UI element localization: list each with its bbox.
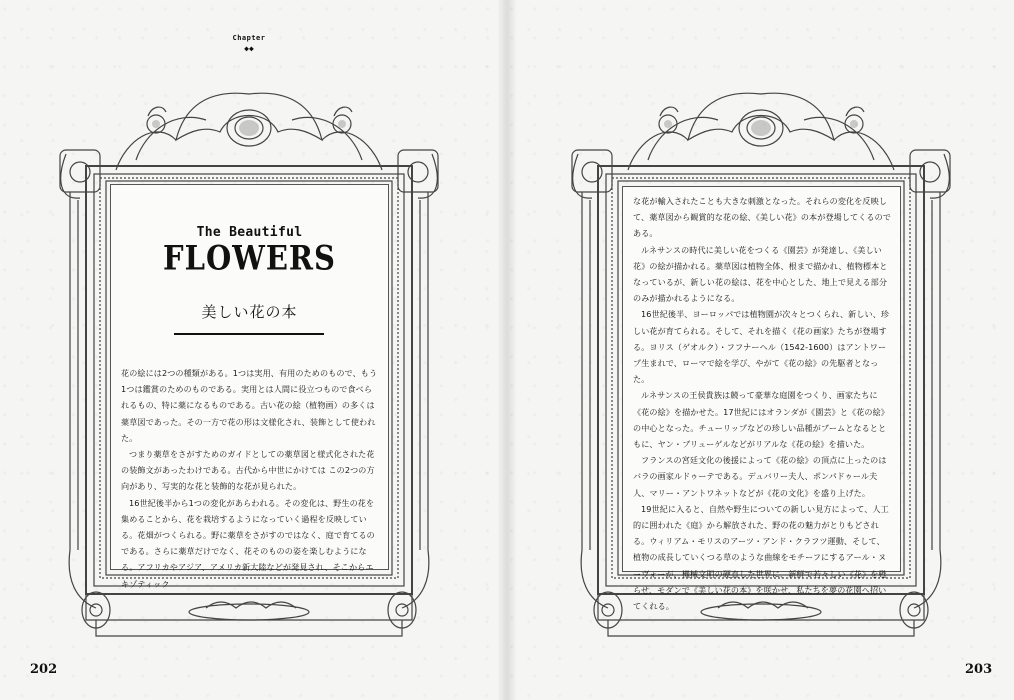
book-gutter-shadow: [497, 0, 517, 700]
title-divider: [174, 333, 324, 335]
body-text-left: [121, 365, 380, 592]
body-text-right: [633, 193, 892, 614]
paragraph: 19世紀に入ると、自然や野生についての新しい見方によって、人工的に囲われた《庭》から解放された、野の花の魅力がとりもどされる。ウィリアム・モリスのアーツ・アンド・クラフツ運動、そして、植物の成長していくつる草のような曲線をモチーフにするアール・ヌーヴォーが、機械文明の硬直した世界に、新鮮で若々しい《花》を甦らせ、モダンで《美しい花の本》を咲かせ、私たちを夢の花園へ招いてくれる。: [633, 503, 889, 612]
page-number-right: 203: [965, 662, 993, 677]
paragraph: フランスの宮廷文化の後援によって《花の絵》の頂点に上ったのはバラの画家ルドゥーテである。デュバリー夫人、ポンパドゥール夫人、マリー・アントワネットなどが《花の文化》を盛り上げた。: [633, 455, 887, 498]
paragraph: ルネサンスの時代に美しい花をつくる《園芸》が発達し、《美しい花》の絵が描かれる。薬草図は植物全体、根まで描かれ、植物標本となっているが、新しい花の絵は、花を中心とした、地上で見える部分のみが描かれるようになる。: [633, 244, 888, 304]
ornamental-frame-left: [56, 80, 442, 645]
chapter-label: Chapter: [232, 34, 266, 42]
ornamental-frame-right: [568, 80, 954, 645]
paragraph: 16世紀後半から1つの変化があらわれる。その変化は、野生の花を集めることから、花を栽培するようになっていく過程を反映している。花畑がつくられる。野に薬草をさがすのではなく、庭で育てるのである。さらに薬草だけでなく、花そのものの姿を楽しむようになる。アフリカやアジア、アメリカ新大陸などが発見され、そこからエキゾティック: [121, 497, 375, 589]
paragraph: な花が輸入されたことも大きな刺激となった。それらの変化を反映して、薬草図から観賞的な花の絵、《美しい花》の本が登場してくるのである。: [633, 196, 891, 239]
text-panel-left: [110, 184, 389, 589]
paragraph: 花の絵には2つの種類がある。1つは実用、有用のためのもので、もう1つは鑑賞のためのものである。実用とは人間に役立つもので食べられるもの、特に薬になるものである。古い花の絵（植物画）の多くは薬草図であった。その一方で花の形は文様化され、装飾として使われた。: [121, 368, 378, 443]
text-panel-right: [622, 186, 901, 612]
chapter-heading: [224, 34, 274, 54]
title-english-subtitle: The Beautiful: [196, 225, 303, 240]
title-flowers: FLOWERS: [163, 238, 336, 278]
chapter-diamond-mark: ◆◆: [244, 44, 254, 53]
paragraph: つまり薬草をさがすためのガイドとしての薬草図と様式化された花の装飾文があったわけである。古代から中世にかけては この2つの方向があり、写実的な花と装飾的な花が見られた。: [121, 449, 375, 492]
page-number-left: 202: [30, 662, 58, 677]
title-japanese: 美しい花の本: [201, 303, 298, 321]
paragraph: 16世紀後半、ヨーロッパでは植物園が次々とつくられ、新しい、珍しい花が育てられる。そして、それを描く《花の画家》たちが登場する。ヨリス（ゲオルク）・フフナーヘル（1542-1600）はアントワープ生まれで、ローマで絵を学び、やがて《花の絵》の先駆者となった。: [633, 309, 890, 385]
paragraph: ルネサンスの王侯貴族は競って豪華な庭園をつくり、画家たちに《花の絵》を描かせた。17世紀にはオランダが《園芸》と《花の絵》の中心となった。チューリップなどの珍しい品種がブームとなるとともに、ヤン・ブリューゲルなどがリアルな《花の絵》を描いた。: [633, 390, 889, 450]
